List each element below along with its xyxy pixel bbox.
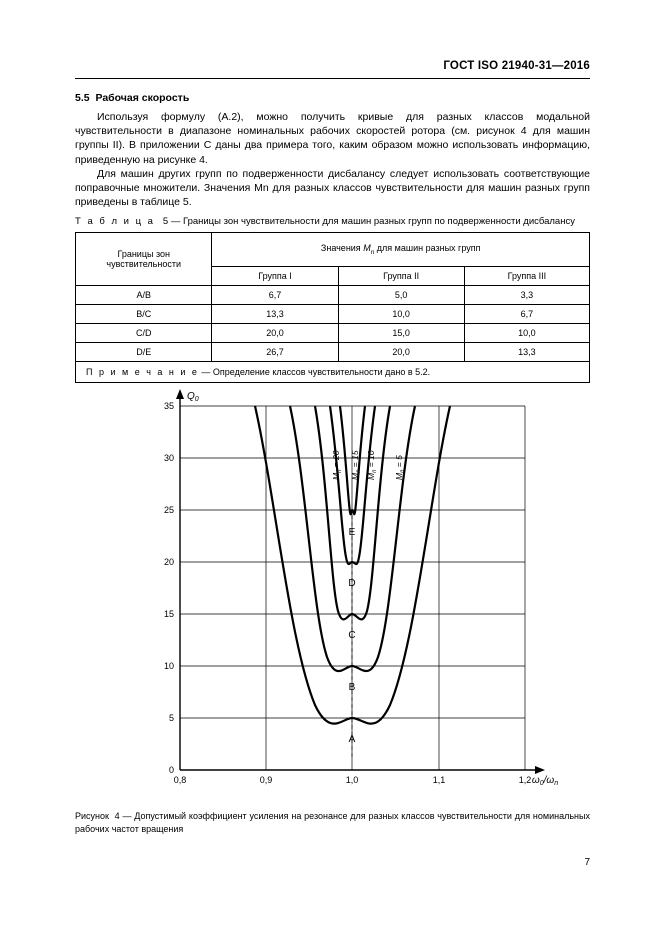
table-caption — [75, 216, 590, 227]
header-zone-line2: чувствительности — [106, 259, 181, 269]
x-tick-12: 1,2 — [518, 775, 532, 785]
table-note-row — [76, 362, 590, 383]
y-tick-15: 15 — [163, 609, 174, 619]
mn-label-10: $M_n = 10$ — [366, 450, 378, 480]
table-row — [76, 305, 590, 324]
curve-label-d: D — [348, 578, 356, 589]
mn-label-15: $M_n = 15$ — [350, 450, 362, 480]
paragraph-1: Используя формулу (A.2), можно получить кривые для разных классов модальной чувствительности в диапазоне номинальных рабочих скоростей ротора (см. рисунок 4 для машин группы II). В приложении С даны два примера того, каким образом можно использовать информацию, приведенную на рисунке 4. — [75, 111, 590, 166]
x-tick-11: 1,1 — [432, 775, 446, 785]
cell-group3: 10,0 — [464, 324, 589, 343]
table-row — [76, 286, 590, 305]
cell-zone: D/E — [76, 343, 212, 362]
table-caption-number: 5 — [162, 216, 169, 227]
resonance-amplification-chart — [75, 385, 590, 800]
y-tick-0: 0 — [168, 765, 174, 775]
header-zone-line1: Границы зон — [117, 249, 170, 259]
header-zone-boundaries — [76, 233, 212, 286]
table-header-row — [76, 233, 590, 267]
paragraph-2: Для машин других групп по подверженности дисбалансу следует использовать соответствующие поправочные множители. Значения Mn для разных классов чувствительности для машин разных групп приведены в таблице 5. — [75, 168, 590, 209]
table-note-label: П р и м е ч а н и е — [86, 367, 199, 377]
cell-group1: 6,7 — [212, 286, 338, 305]
curve-label-b: B — [348, 682, 356, 693]
x-axis-title: $\omega_0/\omega_n$ — [531, 775, 559, 787]
mn-annotations — [331, 450, 406, 480]
header-group-3: Группа III — [464, 267, 589, 286]
y-axis-title: $Q_0$ — [187, 391, 199, 403]
sensitivity-zones-table — [75, 232, 590, 383]
figure-caption-number: 4 — [114, 811, 120, 821]
cell-group3: 6,7 — [464, 305, 589, 324]
curve-label-c: C — [348, 630, 356, 641]
y-tick-35: 35 — [163, 401, 174, 411]
header-mn-values: Значения $M_n$ для машин разных групп — [212, 233, 590, 267]
y-tick-30: 30 — [163, 453, 174, 463]
x-tick-08: 0,8 — [173, 775, 187, 785]
table-row — [76, 324, 590, 343]
y-tick-labels — [164, 401, 174, 775]
table-row — [76, 343, 590, 362]
document-header: ГОСТ ISO 21940-31—2016 — [443, 60, 590, 72]
mn-label-5: $M_n = 5$ — [394, 455, 406, 480]
section-heading — [75, 92, 189, 104]
curve-label-a: A — [348, 734, 356, 745]
table-caption-label: Т а б л и ц а — [75, 216, 155, 227]
cell-group3: 13,3 — [464, 343, 589, 362]
x-tick-labels — [174, 775, 532, 785]
y-tick-5: 5 — [168, 713, 174, 723]
figure-caption — [75, 810, 590, 835]
figure-caption-label: Рисунок — [75, 811, 109, 821]
figure-4 — [75, 385, 590, 800]
section-number: 5.5 — [75, 92, 90, 104]
y-tick-20: 20 — [163, 557, 174, 567]
cell-group2: 15,0 — [338, 324, 464, 343]
cell-group1: 26,7 — [212, 343, 338, 362]
cell-group2: 20,0 — [338, 343, 464, 362]
header-group-1: Группа I — [212, 267, 338, 286]
table-note-text: — Определение классов чувствительности дано в 5.2. — [201, 367, 431, 377]
x-tick-09: 0,9 — [259, 775, 273, 785]
cell-group2: 10,0 — [338, 305, 464, 324]
curve-d — [330, 406, 375, 564]
y-tick-25: 25 — [163, 505, 174, 515]
table-note — [76, 362, 590, 383]
cell-group3: 3,3 — [464, 286, 589, 305]
mn-label-20: $M_n = 20$ — [331, 450, 343, 480]
cell-zone: C/D — [76, 324, 212, 343]
cell-group1: 13,3 — [212, 305, 338, 324]
page-number: 7 — [584, 857, 590, 868]
y-tick-10: 10 — [163, 661, 174, 671]
cell-zone: A/B — [76, 286, 212, 305]
header-group-2: Группа II — [338, 267, 464, 286]
table-caption-text: — Границы зон чувствительности для машин разных групп по подверженности дисбалансу — [170, 216, 575, 227]
cell-group2: 5,0 — [338, 286, 464, 305]
curve-label-e: E — [348, 527, 356, 538]
section-title: Рабочая скорость — [95, 92, 190, 104]
x-tick-10: 1,0 — [345, 775, 359, 785]
header-divider — [75, 78, 590, 79]
figure-caption-text: — Допустимый коэффициент усиления на резонансе для разных классов чувствительности для номинальных рабочих частот вращения — [75, 811, 590, 834]
cell-zone: B/C — [76, 305, 212, 324]
cell-group1: 20,0 — [212, 324, 338, 343]
